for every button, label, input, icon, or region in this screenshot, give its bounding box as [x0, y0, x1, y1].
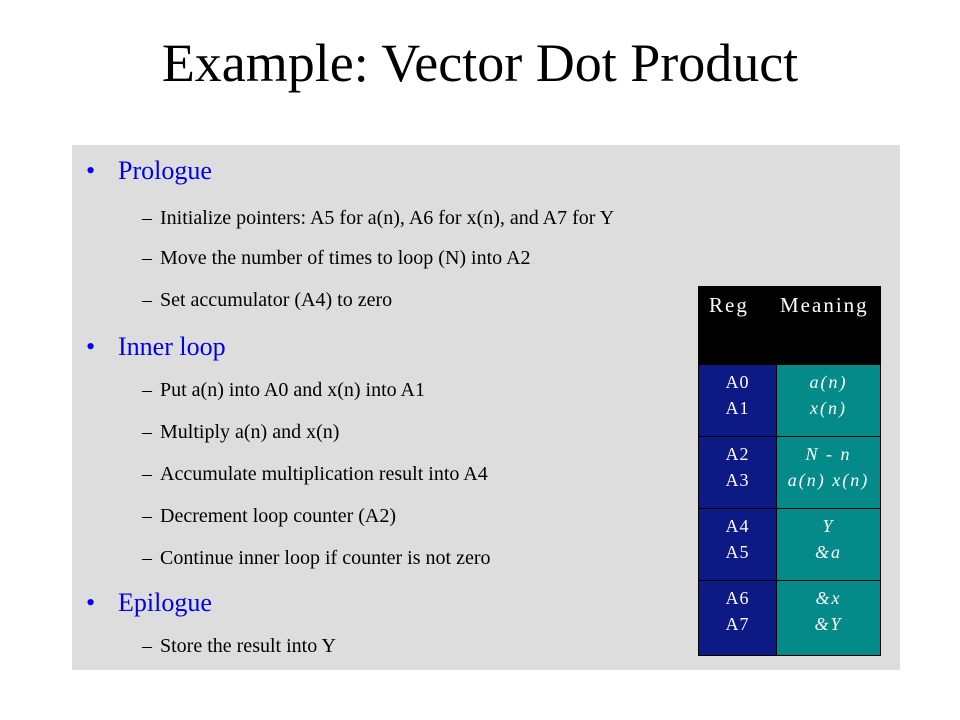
dash-icon: – [142, 635, 152, 657]
dash-icon: – [142, 289, 152, 311]
dash-icon: – [142, 379, 152, 401]
reg-meaning: &x [815, 588, 842, 608]
reg-meaning: &Y [814, 614, 843, 634]
sub-item-text: Continue inner loop if counter is not zero [160, 547, 491, 569]
dash-icon: – [142, 421, 152, 443]
reg-name: A1 [725, 398, 750, 418]
table-row-reg [699, 364, 776, 436]
sub-item-text: Put a(n) into A0 and x(n) into A1 [160, 379, 425, 401]
table-row-meaning [776, 364, 880, 436]
sub-item-text: Move the number of times to loop (N) into A2 [160, 247, 531, 269]
table-row-meaning [776, 508, 880, 580]
slide-title: Example: Vector Dot Product [161, 33, 799, 93]
reg-name: A7 [725, 614, 750, 634]
table-row-meaning [776, 436, 880, 508]
reg-name: A0 [725, 372, 750, 392]
sub-item-text: Store the result into Y [160, 635, 336, 657]
dash-icon: – [142, 547, 152, 569]
reg-name: A2 [725, 444, 750, 464]
sub-item-text: Initialize pointers: A5 for a(n), A6 for x(n), and A7 for Y [160, 207, 615, 229]
sub-item-text: Accumulate multiplication result into A4 [160, 463, 488, 485]
dash-icon: – [142, 247, 152, 269]
table-header-reg-label: Reg [709, 293, 749, 317]
reg-name: A3 [725, 470, 750, 490]
reg-meaning: a(n) [809, 372, 848, 392]
table-row-reg [699, 508, 776, 580]
reg-meaning: x(n) [810, 398, 847, 418]
bullet-label: Prologue [118, 156, 212, 185]
table-header-reg [699, 287, 776, 364]
reg-name: A5 [725, 542, 750, 562]
reg-meaning: &a [814, 542, 842, 562]
bullet-dot-icon: • [86, 588, 96, 617]
sub-item-text: Set accumulator (A4) to zero [160, 289, 393, 311]
bullet-dot-icon: • [86, 332, 96, 361]
table-header-meaning [776, 287, 880, 364]
dash-icon: – [142, 505, 152, 527]
table-header-meaning-label: Meaning [780, 293, 869, 317]
reg-meaning: Y [822, 516, 835, 536]
reg-meaning: N - n [805, 444, 852, 464]
table-row-reg [699, 436, 776, 508]
bullet-label: Inner loop [118, 332, 226, 361]
sub-item-text: Decrement loop counter (A2) [160, 505, 397, 527]
bullet-label: Epilogue [118, 588, 212, 617]
reg-meaning: a(n) x(n) [787, 470, 870, 490]
register-table [698, 286, 881, 656]
dash-icon: – [142, 207, 152, 229]
sub-item-text: Multiply a(n) and x(n) [160, 421, 340, 443]
reg-name: A4 [725, 516, 750, 536]
dash-icon: – [142, 463, 152, 485]
bullet-dot-icon: • [86, 156, 96, 185]
table-row-meaning [776, 580, 880, 655]
table-row-reg [699, 580, 776, 655]
reg-name: A6 [725, 588, 750, 608]
